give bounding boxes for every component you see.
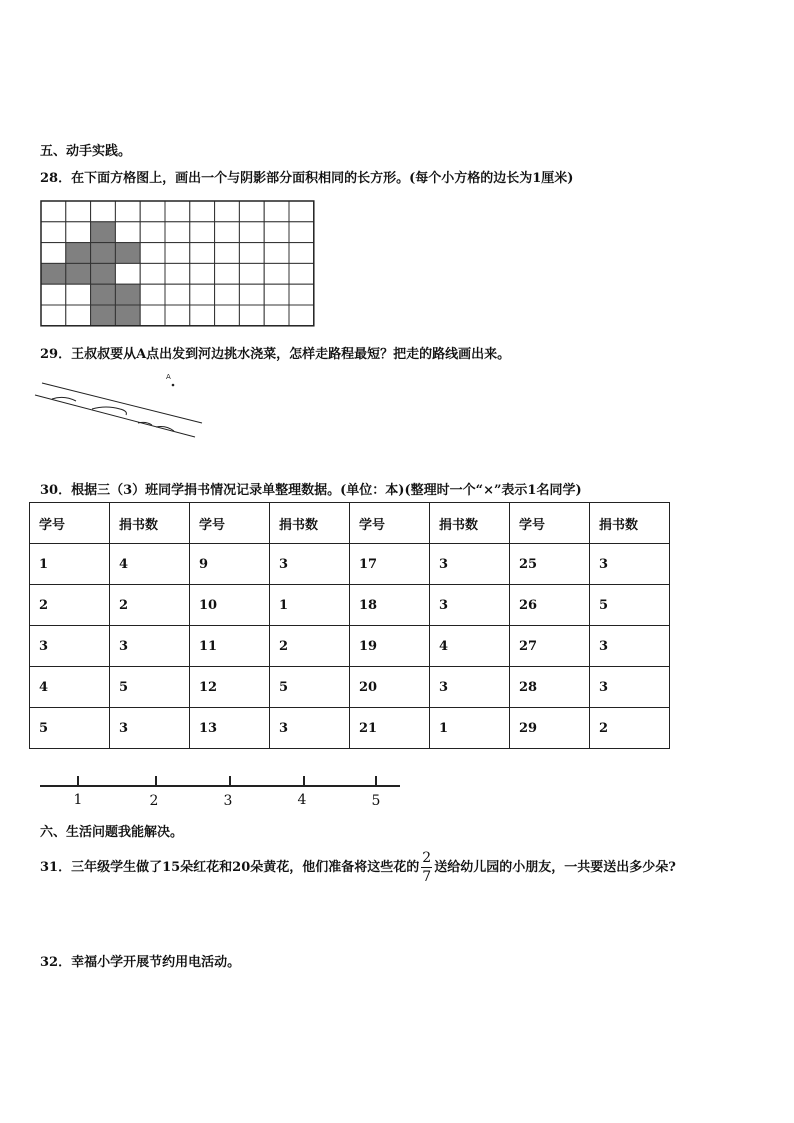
table-cell: 3 xyxy=(590,544,670,585)
square-grid[interactable] xyxy=(40,200,318,328)
tick-label: 4 xyxy=(297,792,307,808)
table-cell: 3 xyxy=(590,626,670,667)
grid-cell[interactable] xyxy=(66,222,91,243)
grid-cell[interactable] xyxy=(215,222,240,243)
question-31 xyxy=(40,851,676,884)
grid-cell[interactable] xyxy=(289,284,314,305)
grid-cell[interactable] xyxy=(115,201,140,222)
table-cell: 29 xyxy=(510,708,590,749)
grid-cell[interactable] xyxy=(215,305,240,326)
grid-cell[interactable] xyxy=(66,305,91,326)
tick-label: 2 xyxy=(149,793,159,809)
grid-cell[interactable] xyxy=(165,284,190,305)
question-28: 28．在下面方格图上，画出一个与阴影部分面积相同的长方形。(每个小方格的边长为1厘米) xyxy=(40,171,574,186)
shaded-cell[interactable] xyxy=(66,263,91,284)
grid-cell[interactable] xyxy=(165,243,190,264)
grid-cell[interactable] xyxy=(215,243,240,264)
fraction-numerator: 2 xyxy=(422,850,432,866)
grid-cell[interactable] xyxy=(66,284,91,305)
table-row xyxy=(30,544,670,585)
table-cell: 1 xyxy=(30,544,110,585)
grid-cell[interactable] xyxy=(289,305,314,326)
grid-cell[interactable] xyxy=(190,222,215,243)
header-cell: 学号 xyxy=(510,503,590,544)
table-cell: 25 xyxy=(510,544,590,585)
shaded-cell[interactable] xyxy=(115,305,140,326)
point-a-marker xyxy=(172,384,175,387)
table-cell: 26 xyxy=(510,585,590,626)
grid-cell[interactable] xyxy=(41,305,66,326)
table-cell: 19 xyxy=(350,626,430,667)
question-29: 29．王叔叔要从A点出发到河边挑水浇菜，怎样走路程最短？把走的路线画出来。 xyxy=(40,347,511,362)
grid-cell[interactable] xyxy=(190,305,215,326)
grid-cell[interactable] xyxy=(165,305,190,326)
grid-cell[interactable] xyxy=(140,263,165,284)
grid-cell[interactable] xyxy=(215,263,240,284)
table-cell: 27 xyxy=(510,626,590,667)
table-cell: 5 xyxy=(110,667,190,708)
table-cell: 3 xyxy=(30,626,110,667)
table-row xyxy=(30,626,670,667)
table-cell: 3 xyxy=(430,544,510,585)
table-cell: 5 xyxy=(30,708,110,749)
table-cell: 3 xyxy=(110,708,190,749)
table-cell: 21 xyxy=(350,708,430,749)
tick-label: 3 xyxy=(223,793,233,809)
table-cell: 2 xyxy=(110,585,190,626)
header-cell: 学号 xyxy=(190,503,270,544)
table-cell: 5 xyxy=(270,667,350,708)
grid-cell[interactable] xyxy=(91,201,116,222)
grid-cell[interactable] xyxy=(215,201,240,222)
table-cell: 3 xyxy=(110,626,190,667)
grid-cell[interactable] xyxy=(41,222,66,243)
grid-cell[interactable] xyxy=(115,222,140,243)
question-32: 32．幸福小学开展节约用电活动。 xyxy=(40,955,241,970)
table-cell: 4 xyxy=(110,544,190,585)
shaded-cell[interactable] xyxy=(41,263,66,284)
shaded-cell[interactable] xyxy=(66,243,91,264)
table-cell: 4 xyxy=(430,626,510,667)
grid-cell[interactable] xyxy=(264,284,289,305)
table-cell: 4 xyxy=(30,667,110,708)
grid-cell[interactable] xyxy=(140,243,165,264)
shaded-cell[interactable] xyxy=(91,263,116,284)
header-cell: 捐书数 xyxy=(590,503,670,544)
grid-cell[interactable] xyxy=(190,263,215,284)
grid-cell[interactable] xyxy=(190,201,215,222)
grid-cell[interactable] xyxy=(264,243,289,264)
grid-cell[interactable] xyxy=(289,263,314,284)
grid-cell[interactable] xyxy=(66,201,91,222)
grid-cell[interactable] xyxy=(165,201,190,222)
table-cell: 2 xyxy=(30,585,110,626)
table-cell: 12 xyxy=(190,667,270,708)
grid-cell[interactable] xyxy=(264,263,289,284)
table-cell: 1 xyxy=(430,708,510,749)
grid-cell[interactable] xyxy=(215,284,240,305)
table-cell: 11 xyxy=(190,626,270,667)
table-row xyxy=(30,585,670,626)
grid-cell[interactable] xyxy=(41,243,66,264)
question-31-text-before: 31．三年级学生做了15朵红花和20朵黄花，他们准备将这些花的 xyxy=(40,860,420,875)
table-row xyxy=(30,708,670,749)
grid-cell[interactable] xyxy=(140,284,165,305)
header-cell: 捐书数 xyxy=(430,503,510,544)
grid-cell[interactable] xyxy=(289,222,314,243)
table-cell: 2 xyxy=(590,708,670,749)
table-cell: 1 xyxy=(270,585,350,626)
shaded-cell[interactable] xyxy=(115,284,140,305)
grid-cell[interactable] xyxy=(289,243,314,264)
table-cell: 5 xyxy=(590,585,670,626)
shaded-cell[interactable] xyxy=(91,284,116,305)
table-cell: 3 xyxy=(270,708,350,749)
header-cell: 捐书数 xyxy=(270,503,350,544)
question-30: 30．根据三（3）班同学捐书情况记录单整理数据。(单位：本)(整理时一个“×”表示1名同学) xyxy=(40,483,582,498)
question-31-text-after: 送给幼儿园的小朋友，一共要送出多少朵? xyxy=(434,860,676,875)
header-cell: 学号 xyxy=(30,503,110,544)
grid-cell[interactable] xyxy=(41,284,66,305)
table-cell: 3 xyxy=(430,667,510,708)
river-diagram[interactable] xyxy=(30,365,210,445)
point-a-label: A xyxy=(166,373,171,381)
table-cell: 3 xyxy=(270,544,350,585)
grid-cell[interactable] xyxy=(140,222,165,243)
grid-cell[interactable] xyxy=(239,284,264,305)
table-header-row xyxy=(30,503,670,544)
section-5-title: 五、动手实践。 xyxy=(40,144,132,159)
grid-cell[interactable] xyxy=(239,263,264,284)
number-line[interactable] xyxy=(38,770,404,810)
table-cell: 3 xyxy=(590,667,670,708)
table-cell: 17 xyxy=(350,544,430,585)
table-cell: 28 xyxy=(510,667,590,708)
grid-cell[interactable] xyxy=(140,305,165,326)
grid-cell[interactable] xyxy=(239,243,264,264)
shaded-cell[interactable] xyxy=(91,305,116,326)
table-cell: 18 xyxy=(350,585,430,626)
table-cell: 13 xyxy=(190,708,270,749)
grid-cell[interactable] xyxy=(190,243,215,264)
shaded-cell[interactable] xyxy=(115,243,140,264)
grid-cell[interactable] xyxy=(115,263,140,284)
table-cell: 10 xyxy=(190,585,270,626)
table-cell: 20 xyxy=(350,667,430,708)
grid-cell[interactable] xyxy=(41,201,66,222)
table-cell: 3 xyxy=(430,585,510,626)
grid-cell[interactable] xyxy=(264,305,289,326)
grid-cell[interactable] xyxy=(264,201,289,222)
tick-label: 5 xyxy=(371,793,381,809)
table-cell: 9 xyxy=(190,544,270,585)
fraction-denominator: 7 xyxy=(422,869,432,885)
shaded-cell[interactable] xyxy=(91,222,116,243)
grid-cell[interactable] xyxy=(165,222,190,243)
tick-label: 1 xyxy=(73,792,83,808)
grid-cell[interactable] xyxy=(239,201,264,222)
section-6-title: 六、生活问题我能解决。 xyxy=(40,825,184,840)
grid-cell[interactable] xyxy=(190,284,215,305)
grid-cell[interactable] xyxy=(239,222,264,243)
shaded-cell[interactable] xyxy=(91,243,116,264)
grid-cell[interactable] xyxy=(264,222,289,243)
grid-cell[interactable] xyxy=(239,305,264,326)
header-cell: 学号 xyxy=(350,503,430,544)
header-cell: 捐书数 xyxy=(110,503,190,544)
grid-cell[interactable] xyxy=(165,263,190,284)
table-row xyxy=(30,667,670,708)
donation-record-table xyxy=(29,502,670,749)
grid-cell[interactable] xyxy=(140,201,165,222)
table-cell: 2 xyxy=(270,626,350,667)
fraction xyxy=(421,851,432,884)
grid-cell[interactable] xyxy=(289,201,314,222)
